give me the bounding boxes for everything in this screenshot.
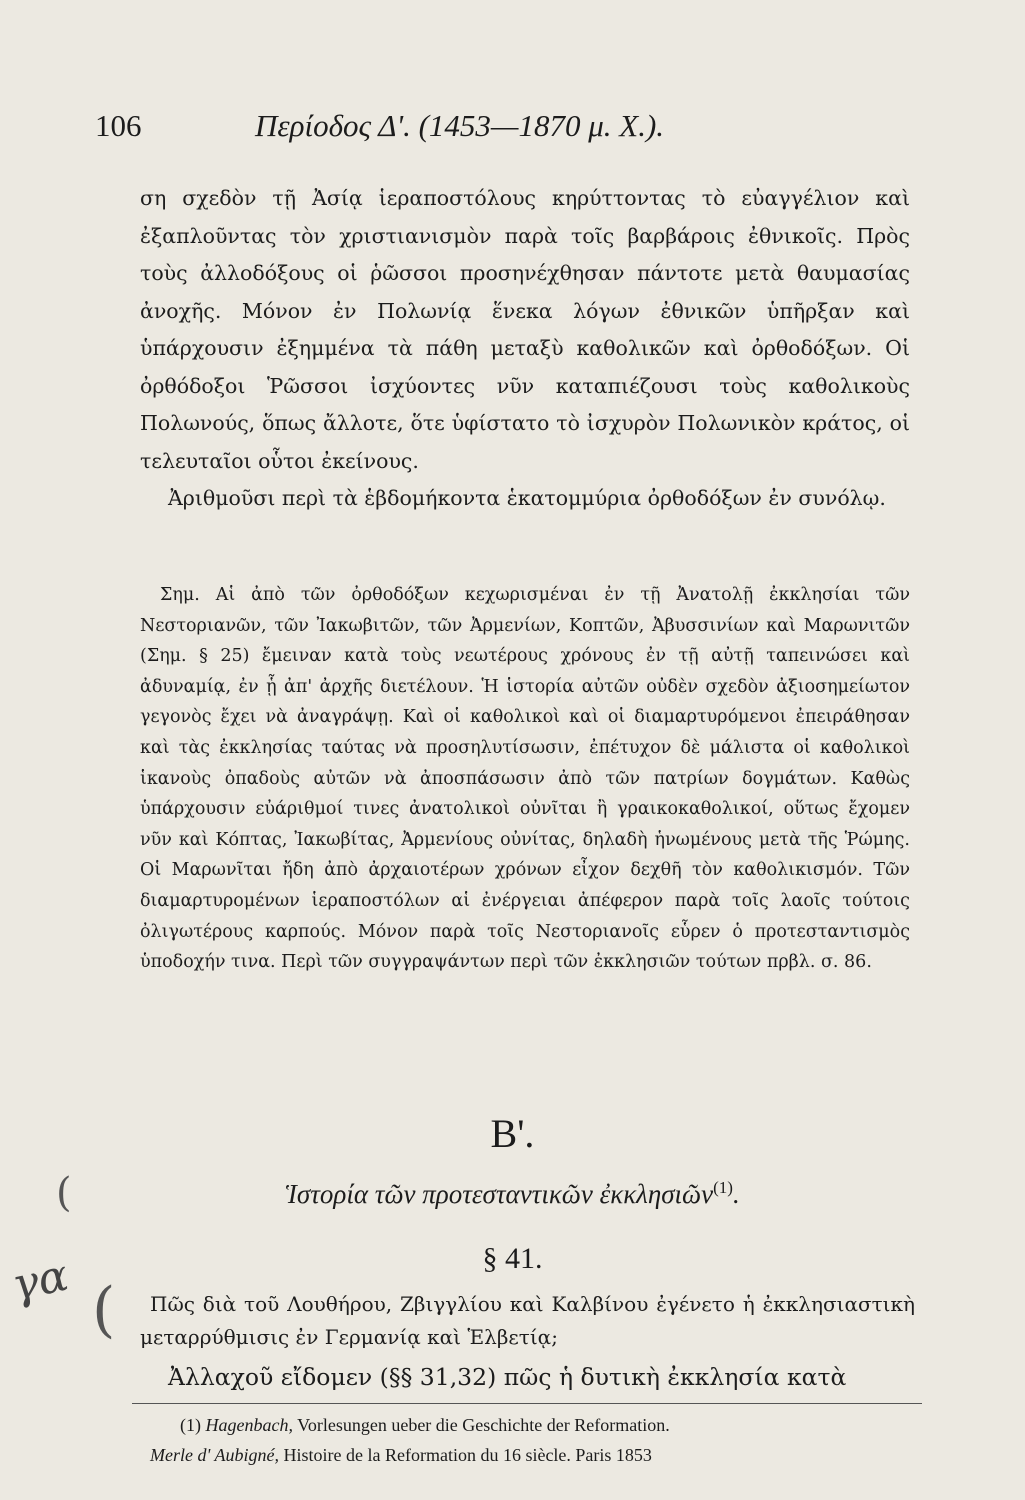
paragraph-number: § 41. xyxy=(482,1242,543,1275)
footnote-text: Histoire de la Reformation du 16 siècle. Paris 1853 xyxy=(283,1445,652,1465)
footnote-divider xyxy=(132,1403,922,1404)
handwritten-margin-note: γα xyxy=(7,1249,73,1312)
page-header xyxy=(95,108,915,152)
continuation-text: Ἀλλαχοῦ εἴδομεν (§§ 31,32) πῶς ἡ δυτικὴ ἐκκλησία κατὰ xyxy=(168,1363,847,1391)
footnotes xyxy=(150,1410,920,1470)
section-question xyxy=(140,1288,915,1354)
footnote-marker: (1) xyxy=(180,1415,201,1435)
section-title xyxy=(0,1178,1025,1210)
main-text xyxy=(140,180,910,518)
body-paragraph: ση σχεδὸν τῇ Ἀσίᾳ ἱεραποστόλους κηρύττοντας τὸ εὐαγγέλιον καὶ ἐξαπλοῦντας τὸν χριστιανισμὸν παρὰ τοῖς βαρβάροις ἐθνικοῖς. Πρὸς τοὺς ἀλλοδόξους οἱ ῥῶσσοι προσηνέχθησαν πάντοτε μετὰ θαυμασίας ἀνοχῆς. Μόνον ἐν Πολωνίᾳ ἕνεκα λόγων ἐθνικῶν ὑπῆρξαν καὶ ὑπάρχουσιν ἐξημμένα τὰ πάθη μεταξὺ καθολικῶν καὶ ὀρθοδόξων. Οἱ ὀρθόδοξοι Ῥῶσσοι ἰσχύοντες νῦν καταπιέζουσι τοὺς καθολικοὺς Πολωνούς, ὅπως ἄλλοτε, ὅτε ὑφίστατο τὸ ἰσχυρὸν Πολωνικὸν κράτος, οἱ τελευταῖοι οὗτοι ἐκείνους. xyxy=(140,186,910,473)
footnote-author: Hagenbach, xyxy=(205,1415,293,1435)
section-title-period: . xyxy=(732,1179,740,1209)
pencil-bracket-mark: ( xyxy=(56,1170,72,1216)
footnote-2 xyxy=(150,1440,920,1470)
note-block xyxy=(140,580,910,978)
pencil-bracket-mark: ( xyxy=(92,1275,116,1345)
footnote-1 xyxy=(150,1410,920,1440)
section-letter: Β'. xyxy=(490,1111,535,1156)
footnote-author: Merle d' Aubigné, xyxy=(150,1445,279,1465)
note-paragraph: Σημ. Αἱ ἀπὸ τῶν ὀρθοδόξων κεχωρισμέναι ἐν τῇ Ἀνατολῇ ἐκκλησίαι τῶν Νεστοριανῶν, τῶν Ἰακωβιτῶν, τῶν Ἀρμενίων, Κοπτῶν, Ἀβυσσινίων καὶ Μαρωνιτῶν (Σημ. § 25) ἔμειναν κατὰ τοὺς νεωτέρους χρόνους ἐν τῇ αὐτῇ ταπεινώσει καὶ ἀδυναμίᾳ, ἐν ᾗ ἀπ' ἀρχῆς διετέλουν. Ἡ ἱστορία αὐτῶν οὐδὲν σχεδὸν ἀξιοσημείωτον γεγονὸς ἔχει νὰ ἀναγράψῃ. Καὶ οἱ καθολικοὶ καὶ οἱ διαμαρτυρόμενοι ἐπειράθησαν καὶ τὰς ἐκκλησίας ταύτας νὰ προσηλυτίσωσιν, ἐπέτυχον δὲ μάλιστα οἱ καθολικοὶ ἱκανοὺς ὀπαδοὺς αὐτῶν νὰ ἀποσπάσωσιν ἀπὸ τῶν πατρίων δογμάτων. Καθὼς ὑπάρχουσιν εὐάριθμοί τινες ἀνατολικοὶ οὐνῖται ἢ γραικοκαθολικοί, οὕτως ἔχομεν νῦν καὶ Κόπτας, Ἰακωβίτας, Ἀρμενίους οὐνίτας, δηλαδὴ ἡνωμένους μετὰ τῆς Ῥώμης. Οἱ Μαρωνῖται ἤδη ἀπὸ ἀρχαιοτέρων χρόνων εἶχον δεχθῆ τὸν καθολικισμόν. Τῶν διαμαρτυρομένων ἱεραποστόλων αἱ ἐνέργειαι ἀπέφερον παρὰ τοῖς λαοῖς τούτοις ὀλιγωτέρους καρπούς. Μόνον παρὰ τοῖς Νεστοριανοῖς εὗρεν ὁ προτεσταντισμὸς ὑποδοχήν τινα. Περὶ τῶν συγγραψάντων περὶ τῶν ἐκκλησιῶν τούτων πρβλ. σ. 86. xyxy=(140,585,910,973)
section-title-text: Ἱστορία τῶν προτεσταντικῶν ἐκκλησιῶν xyxy=(285,1179,714,1209)
footnote-text: Vorlesungen ueber die Geschichte der Reformation. xyxy=(297,1415,670,1435)
running-title: Περίοδος Δ'. (1453—1870 μ. Χ.). xyxy=(255,108,665,143)
body-paragraph: Ἀριθμοῦσι περὶ τὰ ἑβδομήκοντα ἑκατομμύρια ὀρθοδόξων ἐν συνόλῳ. xyxy=(168,486,886,510)
question-text: Πῶς διὰ τοῦ Λουθήρου, Ζβιγγλίου καὶ Καλβίνου ἐγένετο ἡ ἐκκλησιαστικὴ μεταρρύθμισις ἐν Γερμανίᾳ καὶ Ἑλβετίᾳ; xyxy=(140,1292,915,1349)
footnote-reference: (1) xyxy=(713,1178,733,1197)
page-number: 106 xyxy=(95,108,142,143)
